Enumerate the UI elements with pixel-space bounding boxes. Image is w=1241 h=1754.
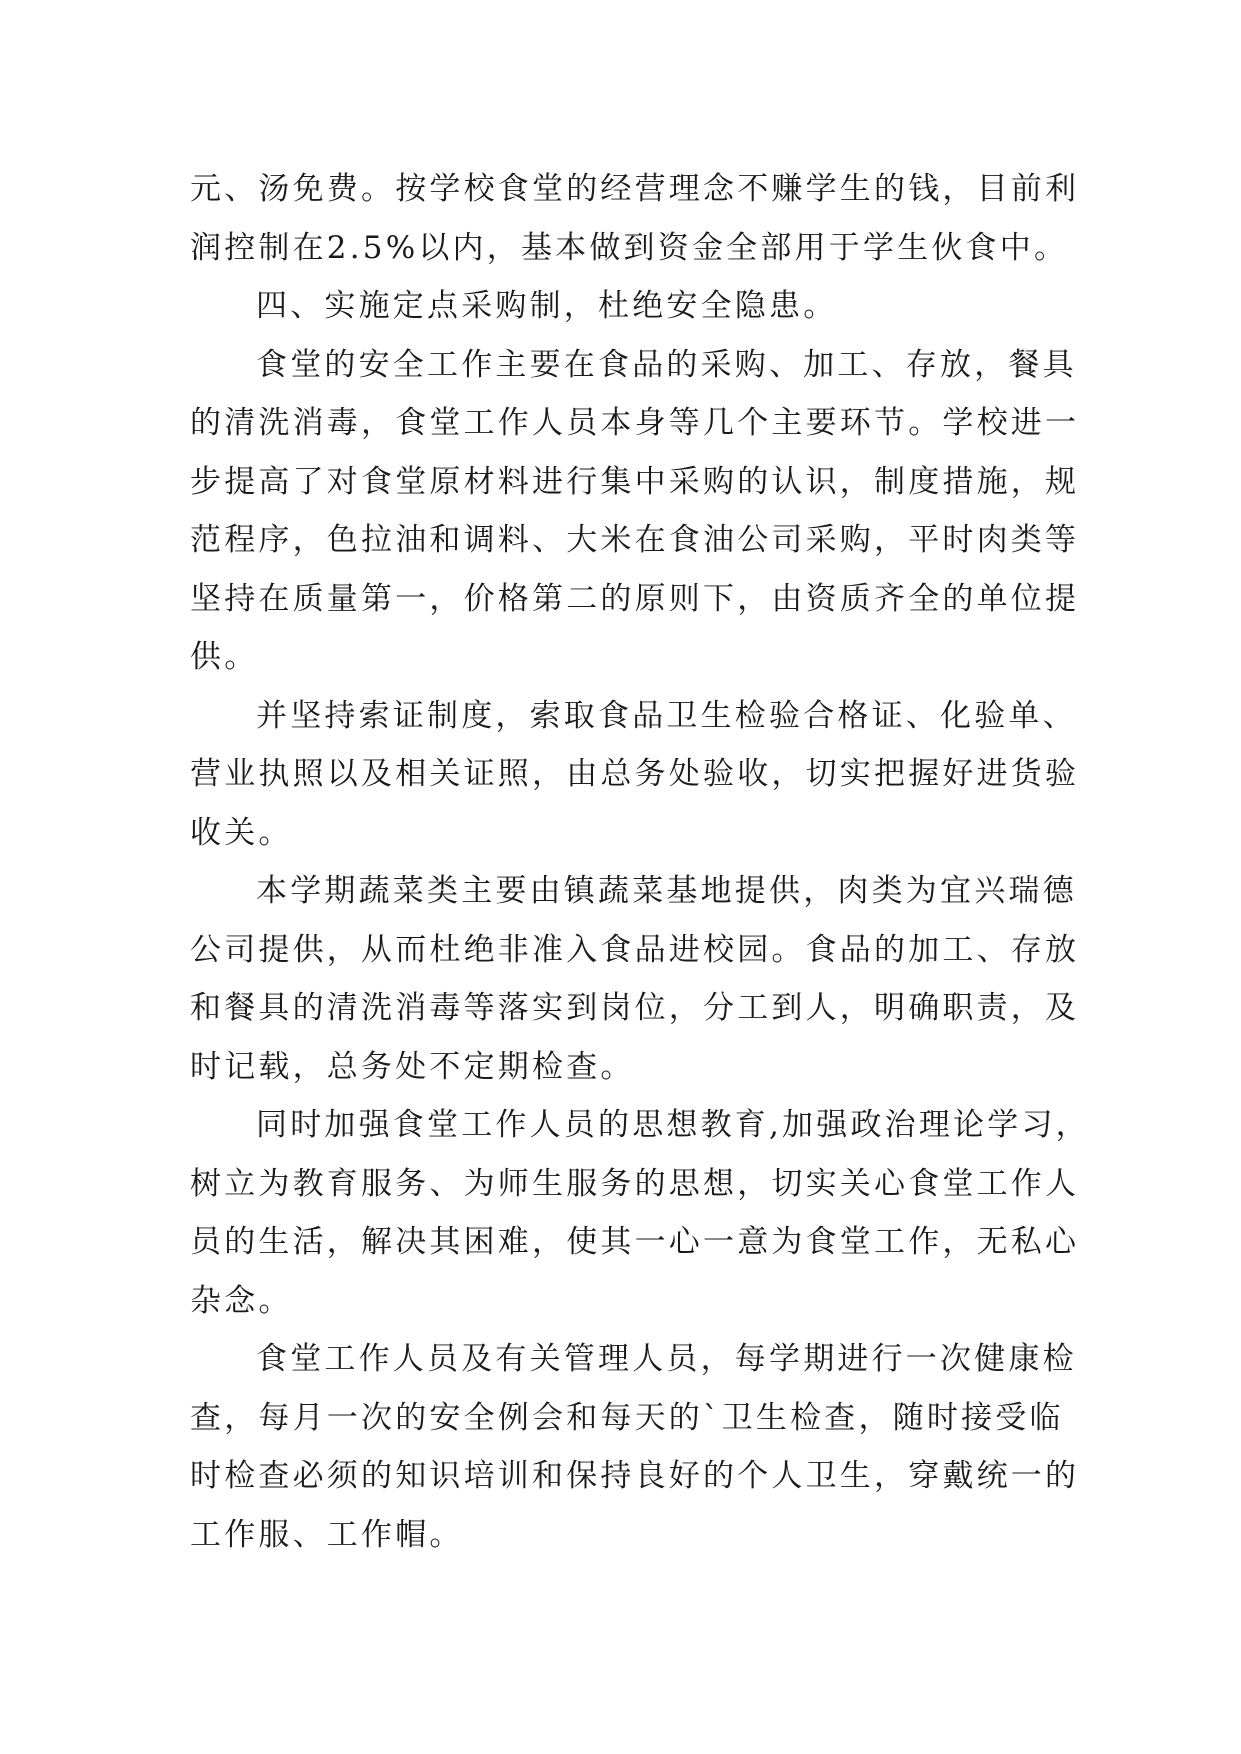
text-line: 营业执照以及相关证照，由总务处验收，切实把握好进货验 bbox=[190, 756, 1080, 792]
text-line: 和餐具的清洗消毒等落实到岗位，分工到人，明确职责，及 bbox=[190, 990, 1080, 1026]
text-line: 润控制在2.5%以内，基本做到资金全部用于学生伙食中。 bbox=[190, 229, 1069, 266]
text-line: 收关。 bbox=[190, 814, 293, 851]
document-body bbox=[190, 160, 1090, 1564]
text-line: 供。 bbox=[190, 639, 259, 675]
text-line: 时记载，总务处不定期检查。 bbox=[190, 1048, 635, 1085]
paragraph-7 bbox=[190, 1330, 1080, 1564]
text-line: 杂念。 bbox=[190, 1282, 293, 1319]
text-line: 食堂的安全工作主要在食品的采购、加工、存放，餐具 bbox=[256, 346, 1077, 383]
text-line: 的清洗消毒，食堂工作人员本身等几个主要环节。学校进一 bbox=[190, 405, 1080, 441]
text-line: 查，每月一次的安全例会和每天的`卫生检查，随时接受临 bbox=[190, 1399, 1064, 1436]
text-line: 同时加强食堂工作人员的思想教育,加强政治理论学习， bbox=[256, 1107, 1090, 1143]
paragraph-4 bbox=[190, 687, 1080, 863]
paragraph-6 bbox=[190, 1096, 1090, 1330]
text-line: 范程序，色拉油和调料、大米在食油公司采购，平时肉类等 bbox=[190, 522, 1080, 558]
section-heading bbox=[190, 277, 1070, 336]
text-line: 四、实施定点采购制，杜绝安全隐患。 bbox=[256, 288, 838, 324]
text-line: 并坚持索证制度，索取食品卫生检验合格证、化验单、 bbox=[256, 697, 1077, 734]
paragraph-1 bbox=[190, 160, 1080, 277]
text-line: 员的生活，解决其困难，使其一心一意为食堂工作，无私心 bbox=[190, 1224, 1080, 1260]
text-line: 时检查必须的知识培训和保持良好的个人卫生，穿戴统一的 bbox=[190, 1458, 1080, 1494]
text-line: 公司提供，从而杜绝非准入食品进校园。食品的加工、存放 bbox=[190, 931, 1080, 968]
text-line: 树立为教育服务、为师生服务的思想，切实关心食堂工作人 bbox=[190, 1165, 1080, 1202]
text-line: 工作服、工作帽。 bbox=[190, 1516, 464, 1553]
text-line: 食堂工作人员及有关管理人员，每学期进行一次健康检 bbox=[256, 1341, 1077, 1377]
text-line: 坚持在质量第一，价格第二的原则下，由资质齐全的单位提 bbox=[190, 580, 1080, 617]
text-line: 步提高了对食堂原材料进行集中采购的认识，制度措施，规 bbox=[190, 463, 1080, 500]
paragraph-5 bbox=[190, 862, 1080, 1096]
paragraph-3 bbox=[190, 336, 1080, 687]
text-line: 本学期蔬菜类主要由镇蔬菜基地提供，肉类为宜兴瑞德 bbox=[256, 873, 1077, 909]
text-line: 元、汤免费。按学校食堂的经营理念不赚学生的钱，目前利 bbox=[190, 171, 1080, 207]
